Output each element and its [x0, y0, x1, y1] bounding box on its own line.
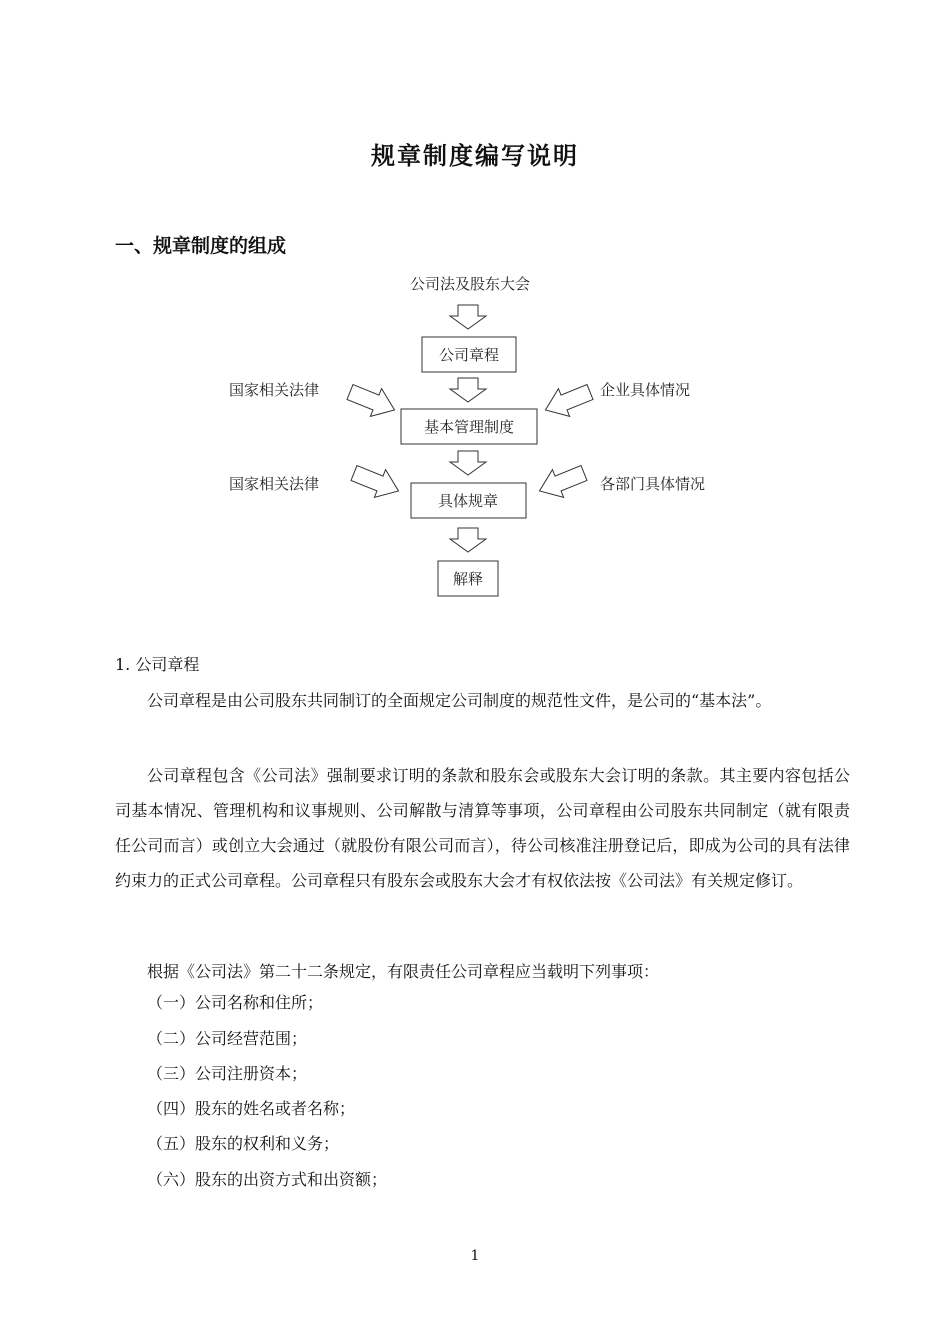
down-arrow-icon [450, 378, 486, 402]
right-label: 各部门具体情况 [600, 475, 706, 493]
right-label: 企业具体情况 [600, 381, 691, 399]
left-label: 国家相关法律 [229, 475, 320, 493]
left-label: 国家相关法律 [229, 381, 320, 399]
paragraph: 公司章程是由公司股东共同制订的全面规定公司制度的规范性文件，是公司的“基本法”。 [147, 691, 772, 710]
list-item: （二）公司经营范围； [147, 1029, 308, 1048]
box-charter-label: 公司章程 [438, 346, 500, 364]
section-heading: 一、规章制度的组成 [115, 235, 287, 257]
list-item: （四）股东的姓名或者名称； [147, 1099, 356, 1118]
right-arrow-icon [348, 459, 404, 505]
right-arrow-icon [344, 378, 400, 424]
doc-title: 规章制度编写说明 [371, 142, 579, 170]
down-arrow-icon [450, 305, 486, 329]
box-interpret-label: 解释 [452, 570, 484, 588]
down-arrow-icon [450, 451, 486, 475]
down-arrow-icon [450, 528, 486, 552]
page-number: 1 [470, 1248, 480, 1264]
top-label: 公司法及股东大会 [409, 275, 531, 293]
list-item: （六）股东的出资方式和出资额； [147, 1170, 388, 1189]
list-item: （一）公司名称和住所； [147, 993, 324, 1012]
left-arrow-icon [534, 459, 590, 505]
subsection-heading: 1. 公司章程 [115, 655, 200, 674]
structure-diagram [0, 0, 950, 640]
paragraph: 公司章程包含《公司法》强制要求订明的条款和股东会或股东大会订明的条款。其主要内容包括公司基本情况、管理机构和议事规则、公司解散与清算等事项，公司章程由公司股东共同制定（就有限责任公司而言）或创立大会通过（就股份有限公司而言），待公司核准注册登记后，即成为公司的具有法律约束力的正式公司章程。公司章程只有股东会或股东大会才有权依法按《公司法》有关规定修订。 [115, 766, 850, 890]
paragraph: 根据《公司法》第二十二条规定，有限责任公司章程应当载明下列事项： [147, 962, 660, 981]
list-item: （五）股东的权利和义务； [147, 1134, 340, 1153]
box-specific-label: 具体规章 [437, 492, 499, 510]
box-basic-label: 基本管理制度 [423, 418, 515, 436]
list-item: （三）公司注册资本； [147, 1064, 308, 1083]
left-arrow-icon [540, 378, 596, 424]
